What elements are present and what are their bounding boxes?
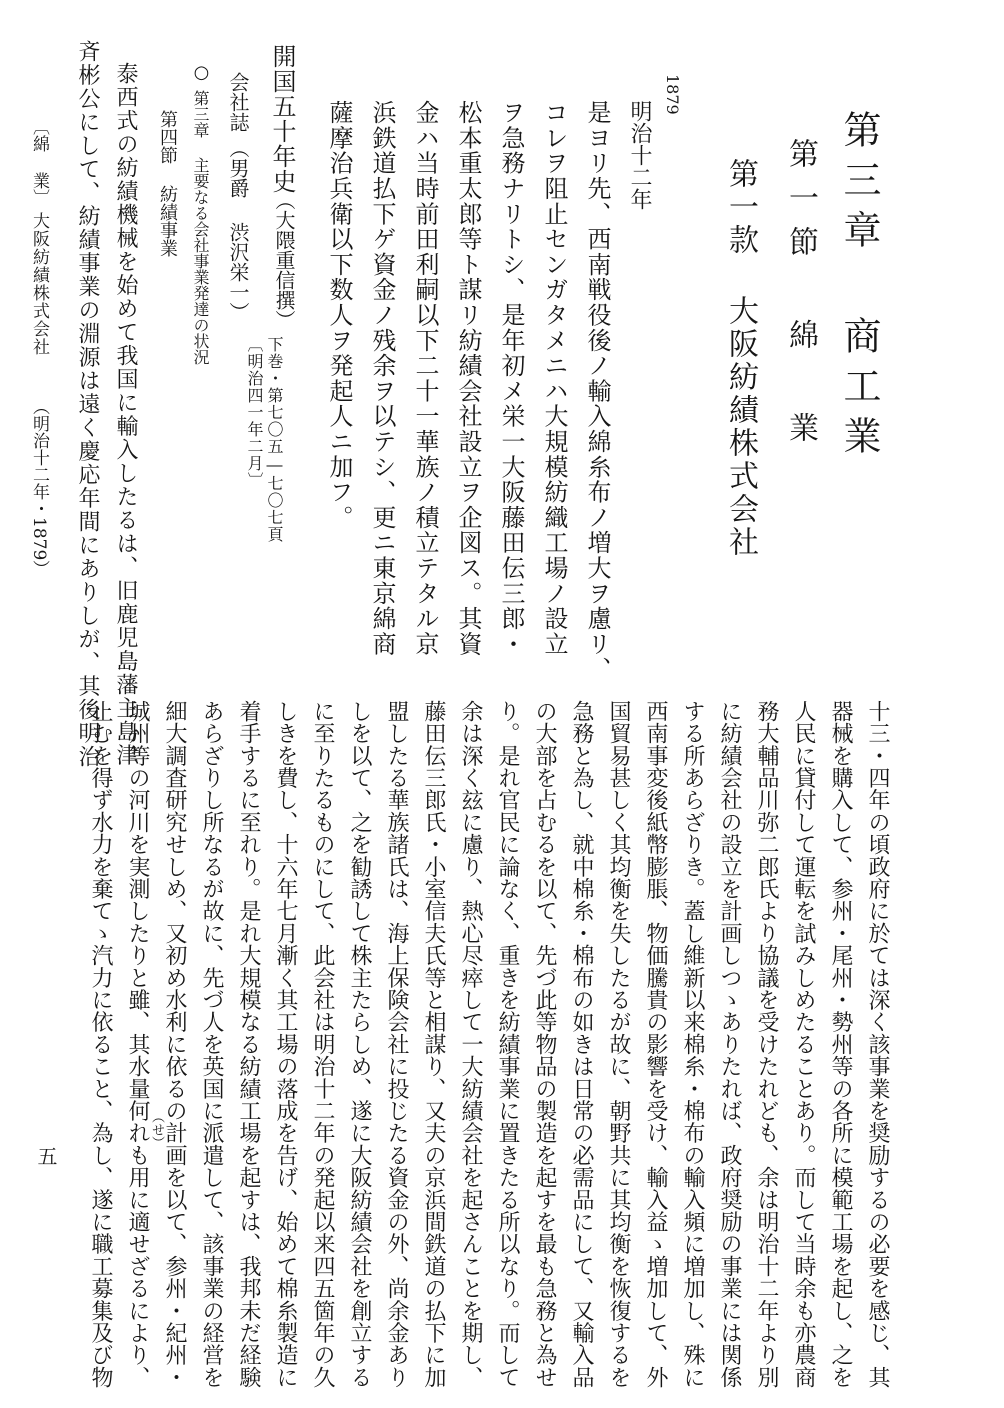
era-year: 明治十二年 bbox=[627, 100, 652, 210]
company-record-title: 会社誌 bbox=[226, 72, 250, 132]
body-line: 西南事変後紙幣膨脹、物価騰貴の影響を受け、輸入益ゝ増加して、外 bbox=[643, 700, 668, 1389]
source-line: ヲ急務ナリトシ、是年初メ栄一大阪藤田伝三郎・ bbox=[497, 100, 525, 657]
body-line: 止むを得ず水力を棄てゝ汽力に依ること、為し、遂に職工募集及び物 bbox=[88, 700, 113, 1389]
chapter-heading: 第三章 商工業 bbox=[837, 110, 881, 466]
body-line: しを以て、之を勧誘して株主たらしめ、遂に大阪紡績会社を創立する bbox=[347, 700, 372, 1389]
body-line: 務大輔品川弥二郎氏より協議を受けたれども、余は明治十二年より別 bbox=[754, 700, 779, 1389]
body-line: しきを費し、十六年七月漸く其工場の落成を告げ、始めて棉糸製造に bbox=[273, 700, 298, 1389]
item-marker: ○ bbox=[191, 62, 212, 83]
item-text: 第三章 主要なる会社事業発達の状況 bbox=[191, 90, 210, 365]
source-line: 是ヨリ先、西南戦役後ノ輸入綿糸布ノ増大ヲ慮リ、 bbox=[583, 100, 611, 682]
body-line: 着手するに至れり。是れ大規模なる紡績工場を起すは、我邦未だ経験 bbox=[236, 700, 261, 1389]
body-line: 国貿易甚しく其均衡を失したるが故に、朝野共に其均衡を恢復するを bbox=[606, 700, 631, 1389]
body-line: り。是れ官民に論なく、重きを紡績事業に置きたる所以なり。而して bbox=[495, 700, 520, 1389]
reference-author: （大隈重信撰） bbox=[272, 190, 296, 330]
body-line: 人民に貸付して運転を試みしめたることあり。而して当時余も亦農商 bbox=[791, 700, 816, 1389]
reference-title: 開国五十年史 bbox=[268, 44, 296, 194]
ruby-annotation: （せ） bbox=[149, 1110, 164, 1149]
page-number: 五 bbox=[34, 1146, 58, 1166]
source-line: 薩摩治兵衛以下数人ヲ発起人ニ加フ。 bbox=[325, 100, 353, 531]
body-line: あらざりし所なるが故に、先づ人を英国に派遣して、該事業の経営を bbox=[199, 700, 224, 1389]
body-line: 斉彬公にして、紡績事業の淵源は遠く慶応年間にありしが、其後明治 bbox=[75, 40, 100, 769]
body-line: の大部を占むるを以て、先づ此等物品の製造を起すを最も急務と為せ bbox=[532, 700, 557, 1389]
source-line: 浜鉄道払下ゲ資金ノ残余ヲ以テシ、更ニ東京綿商 bbox=[368, 100, 396, 657]
running-header-category: 〔綿 業〕 bbox=[29, 118, 49, 206]
body-line: 余は深く玆に慮り、熱心尽瘁して一大紡績会社を起さんことを期し、 bbox=[458, 700, 483, 1389]
body-line: 急務と為し、就中棉糸・棉布の如きは日常の必需品にして、又輸入品 bbox=[569, 700, 594, 1389]
body-line: 藤田伝三郎氏・小室信夫氏等と相謀り、又夫の京浜間鉄道の払下に加 bbox=[421, 700, 446, 1389]
body-line: 器械を購入して、参州・尾州・勢州等の各所に模範工場を起し、之を bbox=[828, 700, 853, 1389]
body-line: 細大調査研究せしめ、又初め水利に依るの計画を以て、参州・紀州・ bbox=[162, 700, 187, 1389]
body-line: 十三・四年の頃政府に於ては深く該事業を奨励するの必要を感じ、其 bbox=[865, 700, 890, 1389]
source-line: 金ハ当時前田利嗣以下二十一華族ノ積立テタル京 bbox=[411, 100, 439, 657]
body-line: に至りたるものにして、此会社は明治十二年の発起以来四五箇年の久 bbox=[310, 700, 335, 1389]
western-year: 1879 bbox=[663, 74, 682, 115]
reference-date: 〔明治四一年二月〕 bbox=[245, 336, 264, 489]
source-line: 松本重太郎等ト謀リ紡績会社設立ヲ企図ス。其資 bbox=[454, 100, 482, 657]
source-line: コレヲ阻止センガタメニハ大規模紡織工場ノ設立 bbox=[540, 100, 568, 657]
reference-location: 下巻・第七〇五―七〇七頁 bbox=[265, 336, 284, 543]
section-heading: 第一節 綿 業 bbox=[783, 138, 818, 456]
body-line: する所あらざりき。蓋し維新以来棉糸・棉布の輸入頻に増加し、殊に bbox=[680, 700, 705, 1389]
running-header-period: （明治十二年・1879） bbox=[29, 398, 49, 578]
running-header-company: 大阪紡績株式会社 bbox=[29, 212, 49, 356]
body-line: 泰西式の紡績機械を始めて我国に輸入したるは、旧鹿児島藩主島津 bbox=[113, 62, 138, 767]
body-line: に紡績会社の設立を計画しつゝありたれば、政府奨励の事業には関係 bbox=[717, 700, 742, 1389]
article-heading: 第一款 大阪紡績株式会社 bbox=[723, 158, 758, 559]
subsection-heading: 第四節 紡績事業 bbox=[157, 110, 178, 257]
company-record-author: （男爵 渋沢栄一） bbox=[226, 138, 250, 322]
body-line: 盟したる華族諸氏は、海上保険会社に投じたる資金の外、尚余金あり bbox=[384, 700, 409, 1389]
body-line: 城州等の河川を実測したりと雖、其水量何れも用に適せざるにより、 bbox=[125, 700, 150, 1389]
